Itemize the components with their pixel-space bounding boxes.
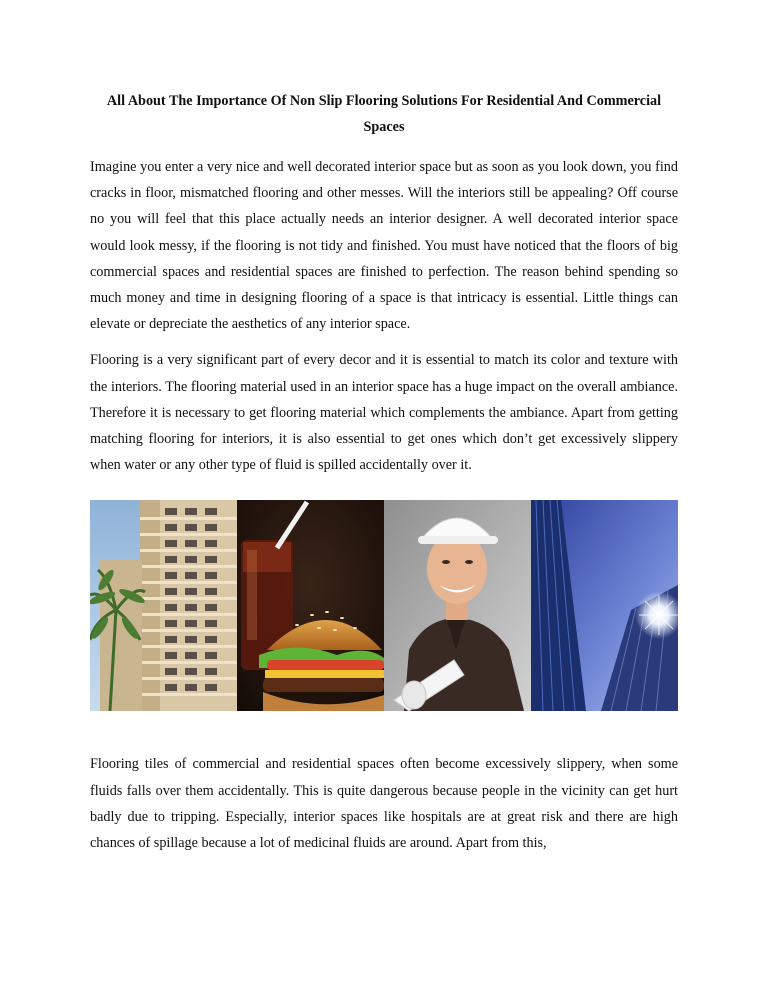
- paragraph-3: Flooring tiles of commercial and residential spaces often become excessively slippery, when some fluids falls over them accidentally. This is quite dangerous because people in the vicinity can get hurt badly due to tripping. Especially, interior spaces like hospitals are at great risk and there are high chances of spillage because a lot of medicinal fluids are around. Apart from this,: [90, 756, 678, 852]
- image-collage: [90, 500, 678, 711]
- burger-image: [237, 500, 384, 711]
- worker-image: [384, 500, 531, 711]
- paragraph-2: Flooring is a very significant part of every decor and it is essential to match its color and texture with the interiors. The flooring material used in an interior space has a huge impact on the overall ambiance. Therefore it is necessary to get flooring material which complements the ambiance. Apart from getting matching flooring for interiors, it is also essential to get ones which don’t get excessively slippery when water or any other type of fluid is spilled accidentally over it.: [90, 352, 678, 474]
- document-title: All About The Importance Of Non Slip Flooring Solutions For Residential And Commercial Spaces: [106, 93, 662, 135]
- paragraph-1: Imagine you enter a very nice and well decorated interior space but as soon as you look down, you find cracks in floor, mismatched flooring and other messes. Will the interiors still be appealing? Off course no you will feel that this place actually needs an interior designer. A well decorated interior space would look messy, if the flooring is not tidy and finished. You must have noticed that the floors of big commercial spaces and residential spaces are finished to perfection. The reason behind spending so much money and time in designing flooring of a space is that intricacy is essential. Little things can elevate or depreciate the aesthetics of any interior space.: [90, 159, 678, 333]
- document-body: [90, 88, 678, 866]
- hotel-building-image: [90, 500, 237, 711]
- skyscraper-image: [531, 500, 678, 711]
